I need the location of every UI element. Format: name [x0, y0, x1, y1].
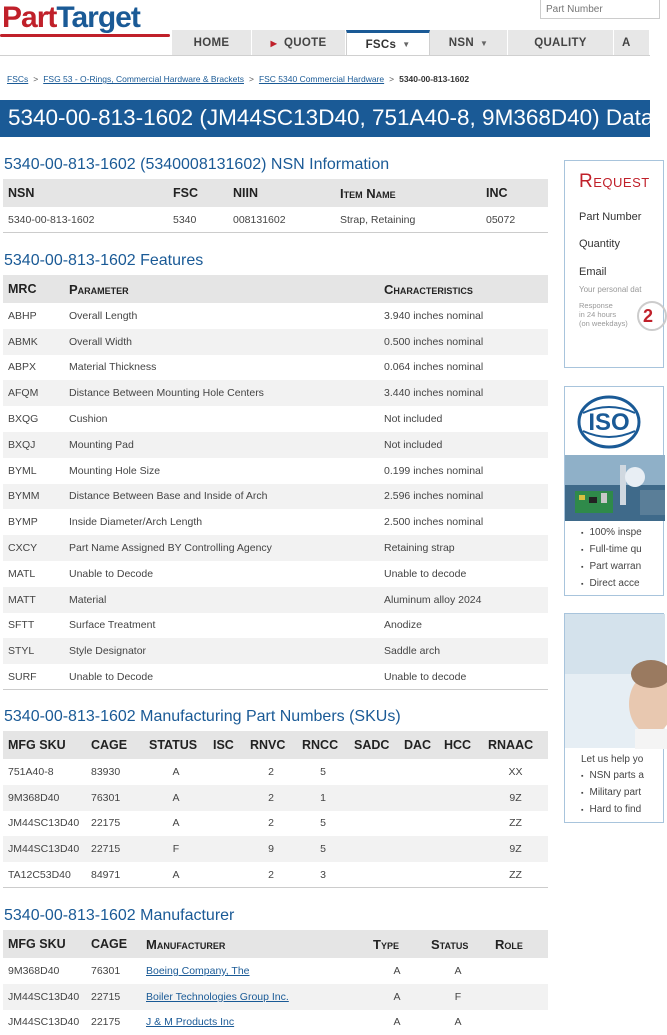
table-row: MATL Unable to Decode Unable to decode: [8, 567, 467, 580]
table-row: TA12C53D40 84971 A 2 3 ZZ: [8, 868, 522, 881]
manufacturer-link[interactable]: Boiler Technologies Group Inc.: [146, 990, 289, 1003]
skus-title: 5340-00-813-1602 Manufacturing Part Numbers (SKUs): [4, 708, 401, 725]
table-row: JM44SC13D40 22715 Boiler Technologies Group Inc. A F: [3, 984, 548, 1010]
table-row: MATT Material Aluminum alloy 2024: [3, 587, 548, 613]
request-quantity-label[interactable]: Quantity: [579, 238, 620, 250]
request-title: Request: [579, 171, 650, 192]
manufacturer-table: [3, 930, 548, 1035]
table-row: BYML Mounting Hole Size 0.199 inches nominal: [8, 464, 484, 477]
manufacturer-body: [3, 958, 548, 1035]
manufacturer-title: 5340-00-813-1602 Manufacturer: [4, 907, 235, 924]
page-title: 5340-00-813-1602 (JM44SC13D40, 751A40-8, 9M368D40) Data: [0, 100, 650, 137]
nav-divider: [0, 55, 650, 56]
nav-nsn[interactable]: NSN ▼: [430, 30, 508, 56]
table-row: ABMK Overall Width 0.500 inches nominal: [3, 329, 548, 355]
features-title: 5340-00-813-1602 Features: [4, 252, 204, 269]
chevron-down-icon: ▼: [402, 40, 411, 49]
table-row: JM44SC13D40 22715 F 9 5 9Z: [3, 836, 548, 862]
list-item: ▪ Direct acce: [581, 578, 642, 595]
table-row: 751A40-8 83930 A 2 5 XX: [8, 765, 523, 778]
table-row: ABHP Overall Length 3.940 inches nominal: [8, 309, 484, 322]
table-header-row: MRC Parameter Characteristics: [3, 275, 548, 303]
table-row: ABPX Material Thickness 0.064 inches nominal: [8, 361, 484, 374]
table-row: BXQJ Mounting Pad Not included: [3, 432, 548, 458]
table-header-row: NSN FSC NIIN Item Name INC: [3, 179, 548, 207]
table-row: CXCY Part Name Assigned BY Controlling Agency Retaining strap: [3, 535, 548, 561]
nav-quality[interactable]: QUALITY: [508, 30, 614, 56]
iso-benefits-list: [581, 527, 642, 595]
breadcrumb-link-fscs[interactable]: FSCs: [7, 74, 29, 84]
features-body: [3, 303, 548, 690]
nav-quote[interactable]: ▶ QUOTE: [252, 30, 346, 56]
table-row: 5340-00-813-1602 5340 008131602 Strap, Retaining 05072: [8, 213, 516, 226]
table-row: AFQM Distance Between Mounting Hole Centers 3.440 inches nominal: [3, 380, 548, 406]
iso-quality-box: [564, 386, 664, 596]
nav-home[interactable]: HOME: [172, 30, 252, 56]
request-privacy-note: Your personal dat: [579, 285, 642, 294]
nav-fscs[interactable]: FSCs ▼: [346, 30, 430, 56]
table-row: 9M368D40 76301 A 2 1 9Z: [3, 785, 548, 811]
help-list: [581, 770, 644, 821]
table-row: 9M368D40 76301 Boeing Company, The A A: [8, 964, 462, 977]
table-row: JM44SC13D40 22175 A 2 5 ZZ: [8, 817, 522, 830]
breadcrumb-link-fsg53[interactable]: FSG 53 - O-Rings, Commercial Hardware & Brackets: [43, 74, 244, 84]
list-item: ▪ NSN parts a: [581, 770, 644, 787]
list-item: ▪ 100% inspe: [581, 527, 642, 544]
help-box: [564, 613, 664, 823]
request-email-label[interactable]: Email: [579, 266, 607, 278]
list-item: ▪ Hard to find: [581, 804, 644, 821]
breadcrumb-link-fsc5340[interactable]: FSC 5340 Commercial Hardware: [258, 74, 385, 84]
nav-a[interactable]: A: [614, 30, 650, 56]
nsn-info-title: 5340-00-813-1602 (5340008131602) NSN Information: [4, 156, 390, 173]
table-header-row: MFG SKU CAGE Manufacturer Type Status Role: [3, 930, 548, 958]
manufacturer-link[interactable]: J & M Products Inc: [146, 1016, 235, 1029]
table-row: BYMP Inside Diameter/Arch Length 2.500 inches nominal: [8, 516, 484, 529]
24-hours-badge: 2: [637, 301, 667, 331]
response-time-note: Response in 24 hours (on weekdays): [579, 301, 628, 328]
skus-table: [3, 731, 548, 888]
table-row: SURF Unable to Decode Unable to decode: [8, 670, 467, 683]
table-row: SFTT Surface Treatment Anodize: [8, 619, 422, 632]
part-number-search-input[interactable]: [540, 0, 660, 19]
list-item: ▪ Military part: [581, 787, 644, 804]
site-header: [0, 0, 650, 56]
triangle-right-icon: ▶: [270, 38, 278, 48]
manufacturer-link[interactable]: Boeing Company, The: [146, 964, 250, 977]
skus-body: [3, 759, 548, 888]
parttarget-logo[interactable]: PartTarget: [2, 1, 140, 34]
logo-swoosh: [0, 34, 170, 37]
breadcrumb: FSCs > FSG 53 - O-Rings, Commercial Hardware & Brackets > FSC 5340 Commercial Hardware > 5340-00-813-1602: [7, 74, 470, 84]
table-row: STYL Style Designator Saddle arch: [3, 638, 548, 664]
list-item: ▪ Full-time qu: [581, 544, 642, 561]
table-row: BYMM Distance Between Base and Inside of Arch 2.596 inches nominal: [3, 484, 548, 510]
iso-logo-icon: [577, 395, 641, 449]
circuit-inspection-photo: [565, 455, 665, 521]
svg-text:ISO: ISO: [588, 409, 630, 436]
chevron-down-icon: ▼: [479, 38, 489, 48]
customer-support-photo: [565, 614, 665, 748]
features-table: [3, 275, 548, 690]
table-header-row: MFG SKU CAGE STATUS ISC RNVC RNCC SADC DAC HCC RNAAC: [3, 731, 548, 759]
request-part-number-label[interactable]: Part Number: [579, 211, 642, 223]
request-quote-box: [564, 160, 664, 368]
nsn-info-table: [3, 179, 548, 233]
help-text: Let us help yo: [581, 754, 644, 765]
main-nav: [172, 30, 650, 56]
table-row: BXQG Cushion Not included: [8, 413, 443, 426]
list-item: ▪ Part warran: [581, 561, 642, 578]
breadcrumb-current: 5340-00-813-1602: [399, 74, 470, 84]
table-row: JM44SC13D40 22175 J & M Products Inc A A: [8, 1016, 462, 1029]
